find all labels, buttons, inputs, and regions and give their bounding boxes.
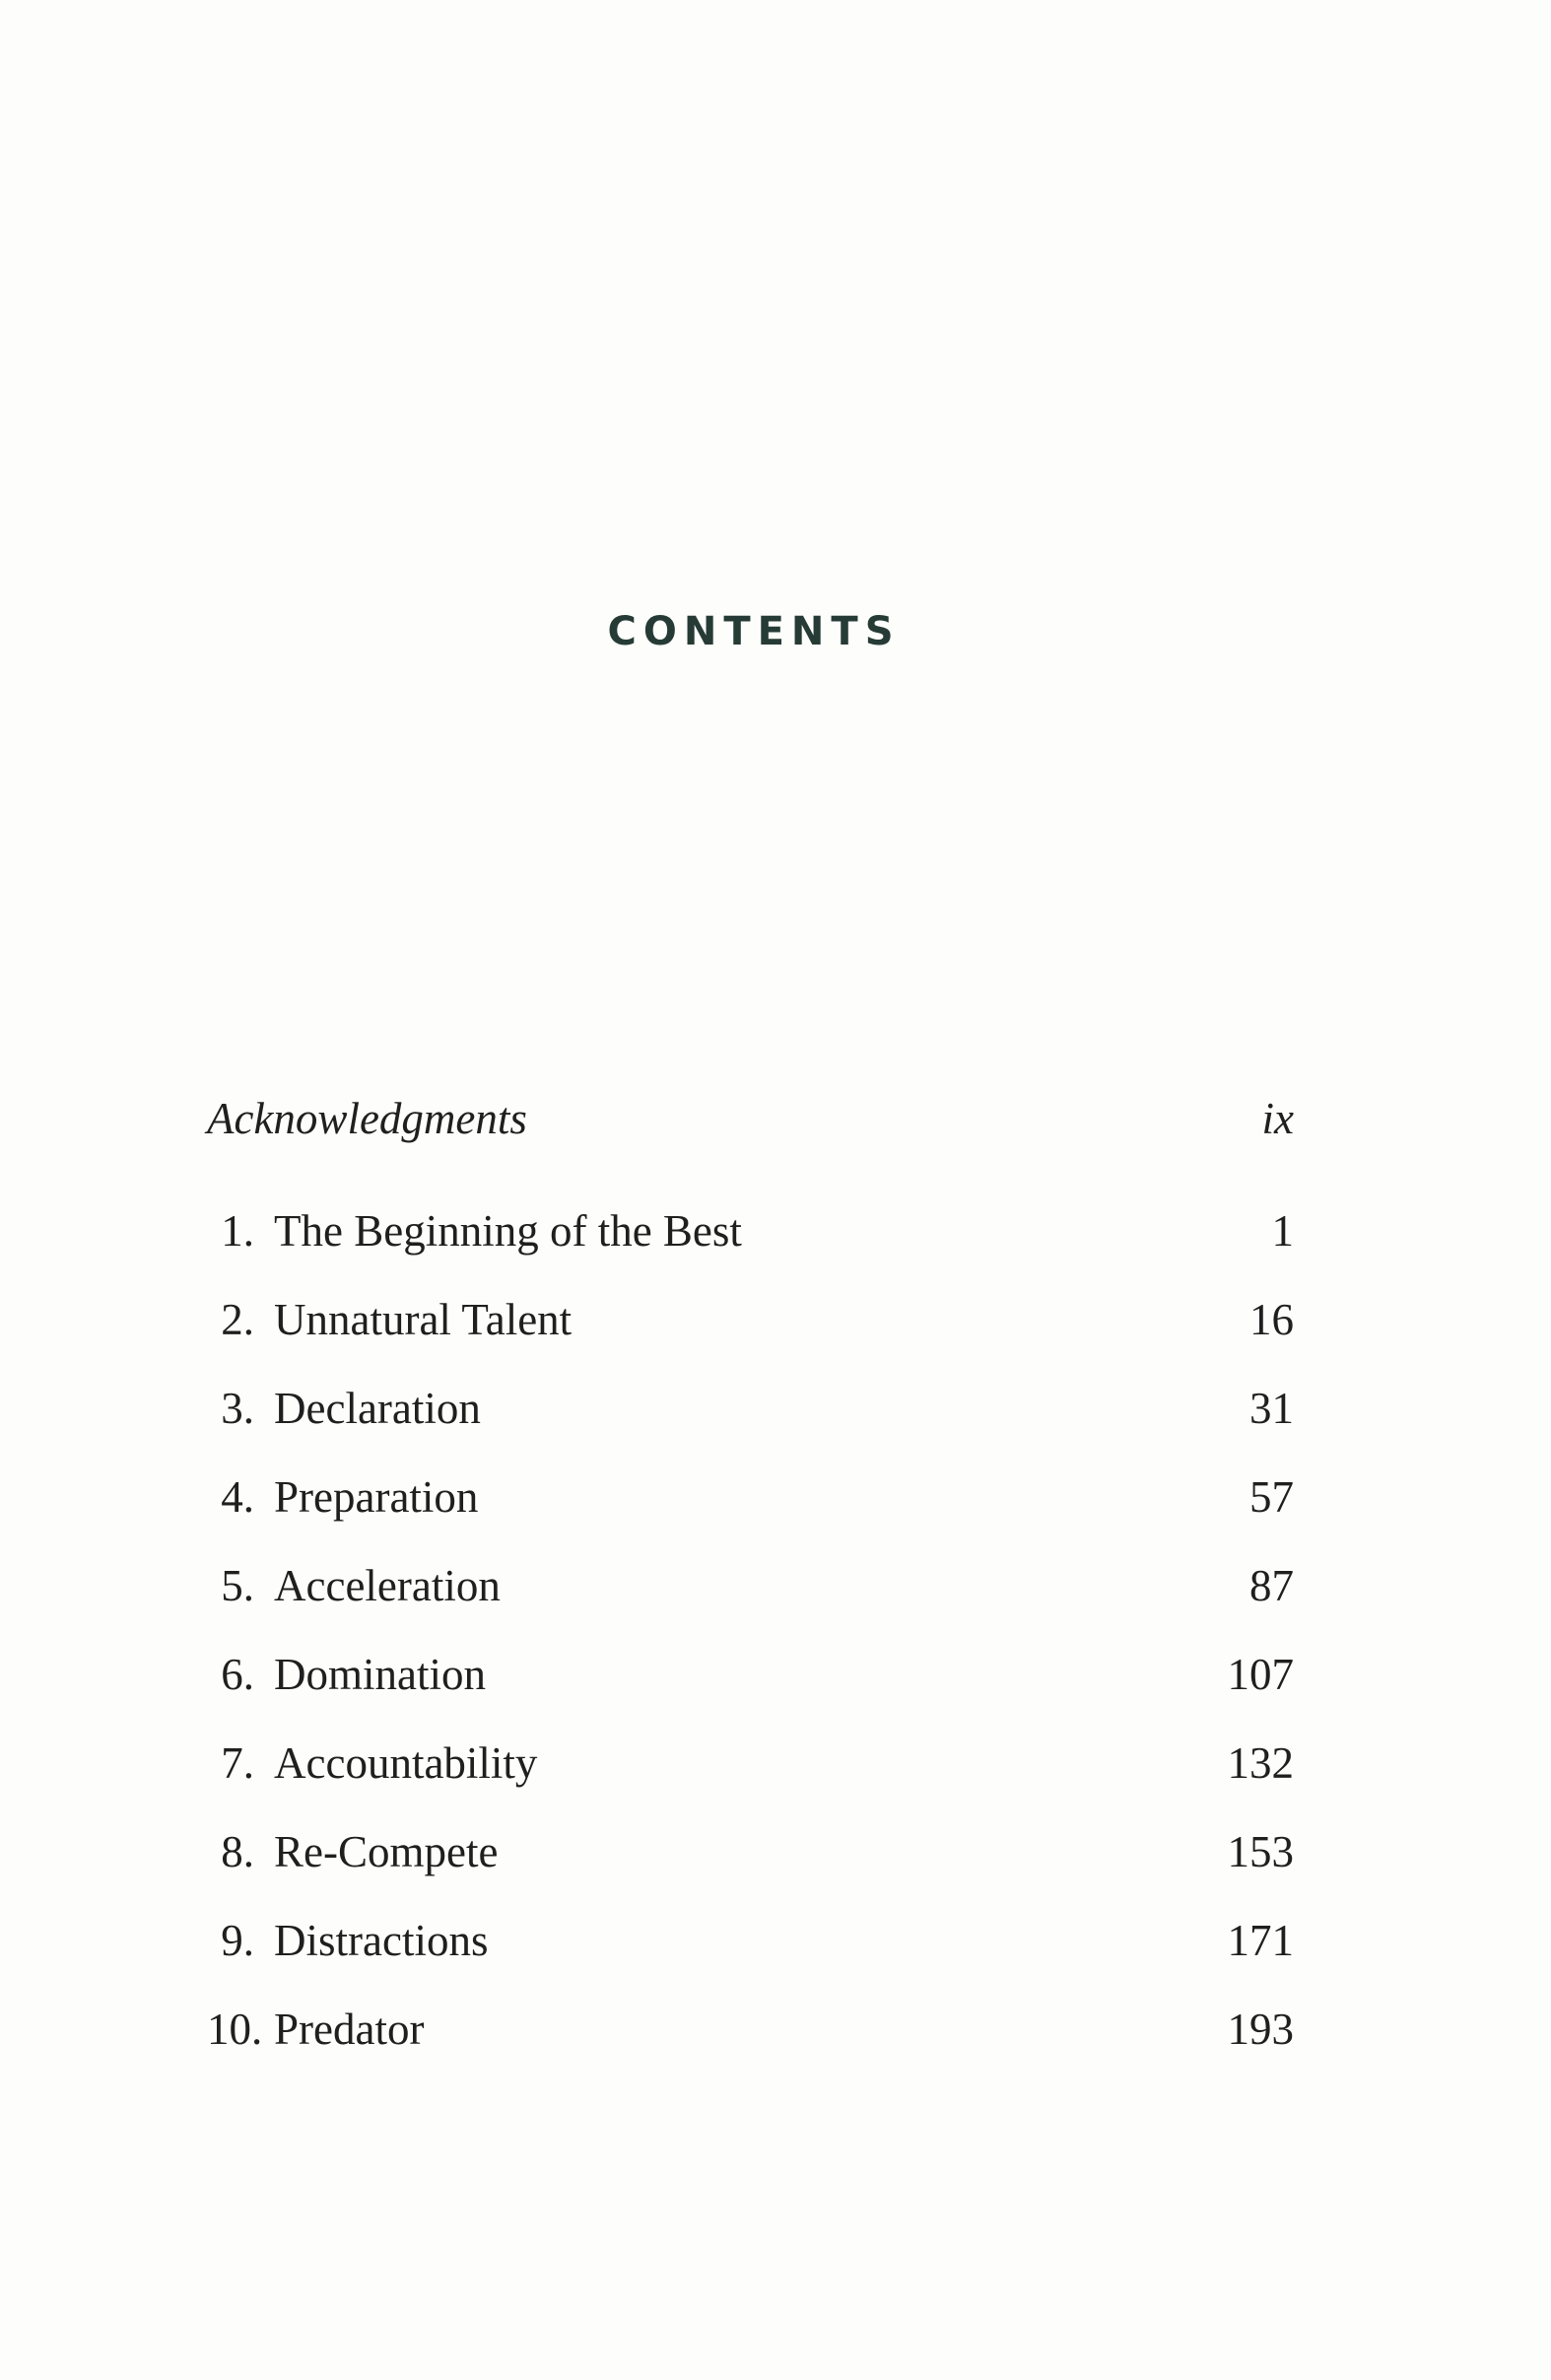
chapter-number: 3. (221, 1384, 254, 1433)
table-of-contents (207, 1074, 1294, 2074)
chapter-title: Unnatural Talent (274, 1295, 573, 1344)
chapter-page: 193 (1227, 2005, 1294, 2054)
chapter-number: 6. (221, 1650, 254, 1699)
chapter-title: Re-Compete (274, 1827, 499, 1876)
chapter-page: 153 (1227, 1827, 1294, 1876)
chapter-title: Distractions (274, 1916, 489, 1965)
toc-entry-chapter[interactable] (207, 1985, 1294, 2074)
toc-entry-acknowledgments[interactable] (207, 1074, 1294, 1163)
chapter-title: Domination (274, 1650, 486, 1699)
chapter-number: 1. (221, 1206, 254, 1256)
chapter-number: 4. (221, 1472, 254, 1522)
chapter-number: 9. (221, 1916, 254, 1965)
chapter-number: 10. (207, 2005, 263, 2054)
toc-entry-chapter[interactable] (207, 1630, 1294, 1719)
chapter-page: 107 (1227, 1650, 1294, 1699)
toc-entry-chapter[interactable] (207, 1187, 1294, 1275)
chapter-page: 132 (1227, 1738, 1294, 1788)
chapter-title: Acceleration (274, 1561, 501, 1610)
chapter-title: Declaration (274, 1384, 481, 1433)
toc-entry-chapter[interactable] (207, 1807, 1294, 1896)
chapter-title: Accountability (274, 1738, 538, 1788)
page-title: CONTENTS (607, 609, 901, 654)
toc-entry-chapter[interactable] (207, 1364, 1294, 1453)
chapter-number: 5. (221, 1561, 254, 1610)
chapter-title: The Beginning of the Best (274, 1206, 742, 1256)
chapter-page: 31 (1249, 1384, 1294, 1433)
chapter-page: 87 (1249, 1561, 1294, 1610)
chapter-page: 57 (1249, 1472, 1294, 1522)
toc-entry-title: Acknowledgments (207, 1094, 527, 1143)
toc-entry-page: ix (1261, 1094, 1294, 1143)
toc-entry-chapter[interactable] (207, 1719, 1294, 1807)
toc-entry-chapter[interactable] (207, 1896, 1294, 1985)
chapter-title: Predator (274, 2005, 425, 2054)
chapter-page: 16 (1249, 1295, 1294, 1344)
chapter-page: 1 (1271, 1206, 1294, 1256)
chapter-number: 2. (221, 1295, 254, 1344)
chapter-number: 8. (221, 1827, 254, 1876)
chapter-number: 7. (221, 1738, 254, 1788)
chapter-title: Preparation (274, 1472, 479, 1522)
chapter-page: 171 (1227, 1916, 1294, 1965)
toc-entry-chapter[interactable] (207, 1453, 1294, 1541)
toc-entry-chapter[interactable] (207, 1275, 1294, 1364)
toc-entry-chapter[interactable] (207, 1541, 1294, 1630)
